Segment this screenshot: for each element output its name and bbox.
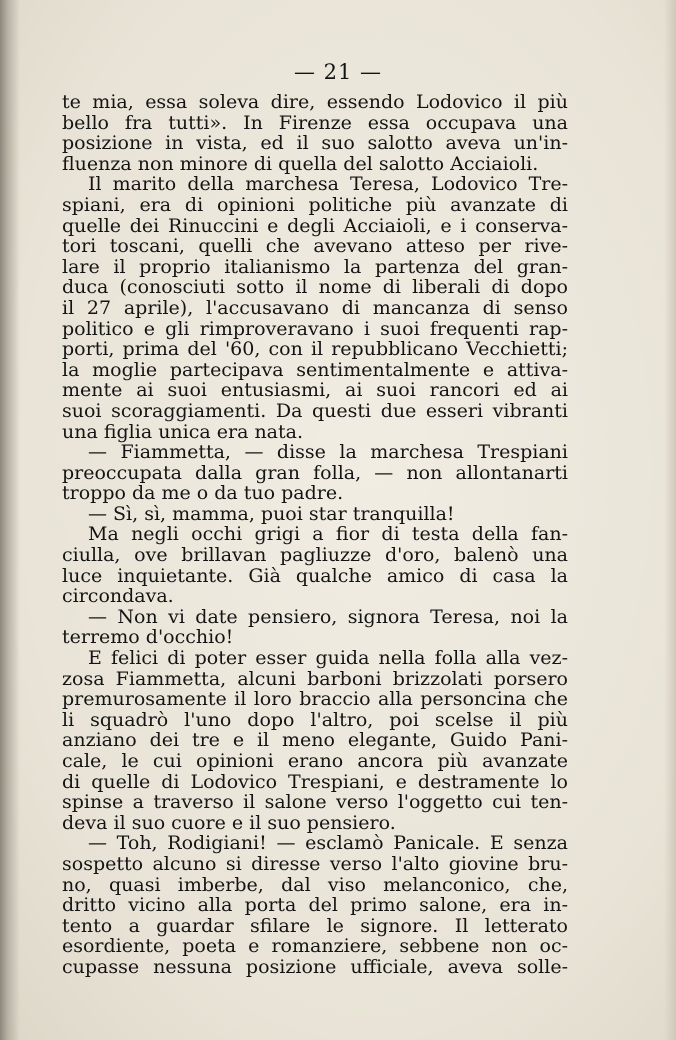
text-line: il 27 aprile), l'accusavano di mancanza di senso [62,296,568,319]
text-line: zosa Fiammetta, alcuni barboni brizzolati porsero [62,667,568,690]
text-line: preoccupata dalla gran folla, — non allontanarti [62,461,568,484]
text-line: ciulla, ove brillavan pagliuzze d'oro, balenò una [62,544,568,567]
text-line: no, quasi imberbe, dal viso melanconico, che, [62,873,568,896]
text-line: posizione in vista, ed il suo salotto aveva un'in- [62,132,568,155]
text-line: spinse a traverso il salone verso l'oggetto cui ten- [62,791,568,814]
text-line: cupasse nessuna posizione ufficiale, aveva solle- [62,955,568,978]
text-line: la moglie partecipava sentimentalmente e attiva- [62,358,568,381]
page-number: — 21 — [293,60,383,84]
text-line: suoi scoraggiamenti. Da questi due esseri vibranti [62,399,568,422]
text-line: tento a guardar sfilare le signore. Il letterato [62,914,568,937]
text-line: Ma negli occhi grigi a fior di testa della fan- [88,523,568,546]
text-line: deva il suo cuore e il suo pensiero. [62,811,396,834]
text-line: fluenza non minore di quella del salotto Acciaioli. [62,152,539,175]
binding-shadow [0,0,20,1040]
text-line: — Sì, sì, mamma, puoi star tranquilla! [88,502,455,525]
text-line: porti, prima del '60, con il repubblicano Vecchietti; [62,338,568,361]
body-text [62,92,568,978]
text-line: di quelle di Lodovico Trespiani, e destramente lo [62,770,568,793]
text-line: anziano dei tre e il meno elegante, Guido Pani- [62,729,568,752]
text-line: — Toh, Rodigiani! — esclamò Panicale. E senza [88,832,568,855]
text-line: duca (conosciuti sotto il nome di liberali di dopo [62,276,568,299]
text-line: spiani, era di opinioni politiche più avanzate di [62,193,568,216]
text-line: una figlia unica era nata. [62,420,304,443]
text-line: troppo da me o da tuo padre. [62,482,344,505]
text-line: circondava. [62,585,174,608]
text-line: bello fra tutti». In Firenze essa occupava una [62,111,568,134]
text-line: premurosamente il loro braccio alla personcina che [62,688,568,711]
text-line: luce inquietante. Già qualche amico di casa la [62,564,568,587]
text-line: sospetto alcuno si diresse verso l'alto giovine bru- [62,852,568,875]
text-line: tori toscani, quelli che avevano atteso per rive- [62,235,568,258]
text-line: — Fiammetta, — disse la marchesa Trespiani [88,441,568,464]
page-edge-shadow [664,0,676,1040]
text-line: terremo d'occhio! [62,626,234,649]
text-line: quelle dei Rinuccini e degli Acciaioli, e i conserva- [62,214,568,237]
text-line: li squadrò l'uno dopo l'altro, poi scelse il più [62,708,568,731]
text-line: lare il proprio italianismo la partenza del gran- [62,255,568,278]
text-line: Il marito della marchesa Teresa, Lodovico Tre- [88,173,568,196]
text-line: cale, le cui opinioni erano ancora più avanzate [62,750,568,772]
text-line: mente ai suoi entusiasmi, ai suoi rancori ed ai [62,379,568,402]
text-line: esordiente, poeta e romanziere, sebbene non oc- [62,935,568,958]
text-line: — Non vi date pensiero, signora Teresa, noi la [88,605,568,628]
text-line: politico e gli rimproveravano i suoi frequenti rap- [62,317,568,340]
text-line: E felici di poter esser guida nella folla alla vez- [88,647,568,670]
text-line: te mia, essa soleva dire, essendo Lodovico il più [62,91,568,113]
text-line: dritto vicino alla porta del primo salone, era in- [62,894,568,917]
